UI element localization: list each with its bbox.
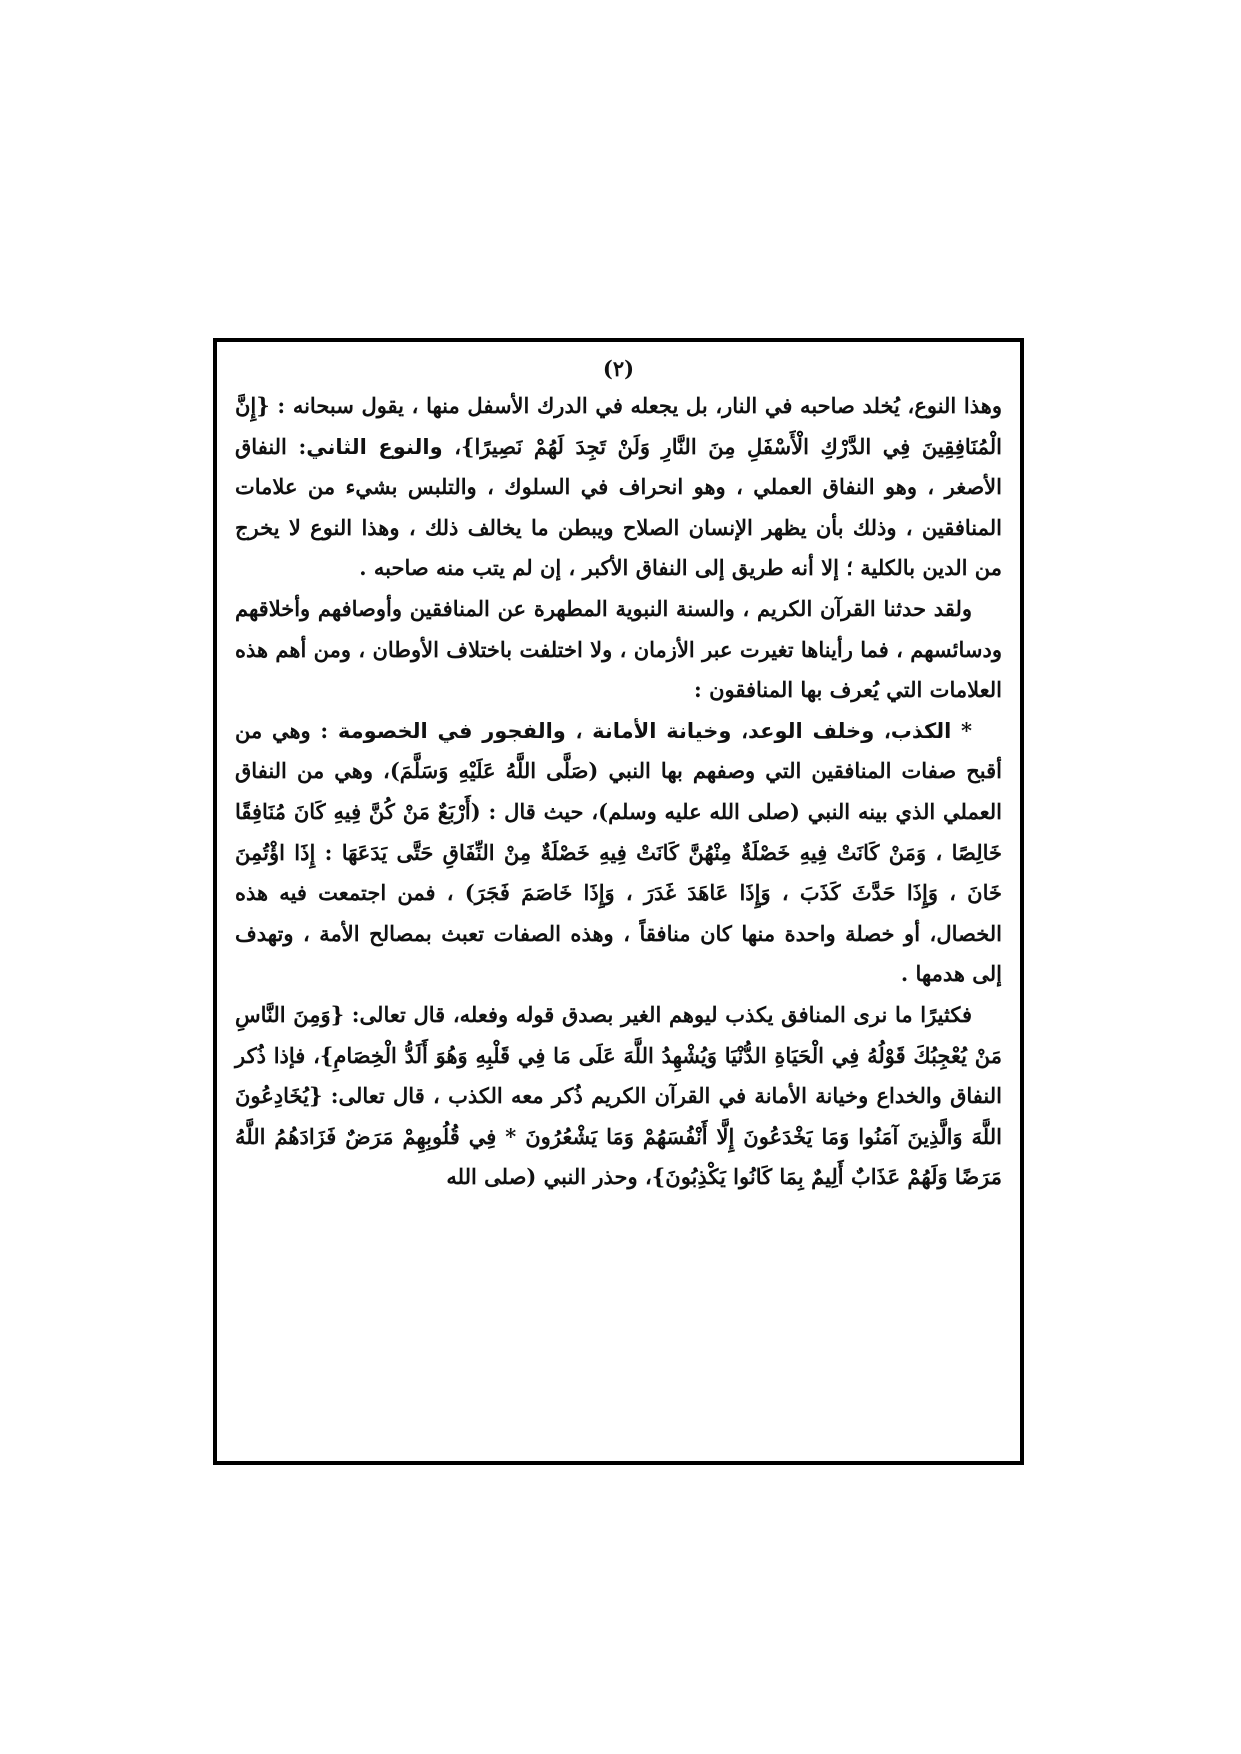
paragraph-p3 xyxy=(235,711,1002,995)
text-segment: فكثيرًا ما نرى المنافق يكذب ليوهم الغير بصدق قوله وفعله، قال تعالى: xyxy=(344,1001,972,1027)
text-segment: ، xyxy=(731,717,749,743)
quotation: (أَرْبَعٌ مَنْ كُنَّ فِيهِ كَانَ مُنَافِقًا خَالِصًا ، وَمَنْ كَانَتْ فِيهِ خَصْلَةٌ مِنْهُنَّ كَانَتْ فِيهِ خَصْلَةٌ مِنْ النِّفَاقِ حَتَّى يَدَعَهَا : إِذَا اؤْتُمِنَ خَانَ ، وَإِذَا حَدَّثَ كَذَبَ ، وَإِذَا عَاهَدَ غَدَرَ ، وَإِذَا خَاصَمَ فَجَرَ) xyxy=(235,798,1002,906)
heading-term: والفجور في الخصومة xyxy=(337,718,566,743)
heading-term: وخلف الوعد xyxy=(748,718,875,743)
paragraph-p4 xyxy=(235,995,1002,1198)
quotation: {إِنَّ الْمُنَافِقِينَ فِي الدَّرْكِ الْأَسْفَلِ مِنَ النَّارِ وَلَنْ تَجِدَ لَهُمْ نَصِيرًا} xyxy=(235,393,1002,459)
text-segment: ، فمن اجتمعت فيه هذه الخصال، أو خصلة واحدة منها كان منافقاً ، وهذه الصفات تعبث بمصالح الأمة ، وتهدف إلى هدمها . xyxy=(235,880,1002,987)
text-segment: وهذا النوع، يُخلد صاحبه في النار، بل يجعله في الدرك الأسفل منها ، يقول سبحانه : xyxy=(269,393,1002,418)
heading-term: والنوع الثاني xyxy=(306,434,443,459)
text-segment: ، xyxy=(565,717,593,743)
text-segment: ، xyxy=(442,433,461,459)
paragraph-p1 xyxy=(235,386,1002,589)
paragraph-p2 xyxy=(235,589,1002,711)
heading-term: الكذب xyxy=(890,718,952,743)
page-frame xyxy=(213,338,1024,1465)
text-segment: ، xyxy=(874,717,891,743)
text-segment: ولقد حدثنا القرآن الكريم ، والسنة النبوية المطهرة عن المنافقين وأوصافهم وأخلاقهم ودسائسهم ، فما رأيناها تغيرت عبر الأزمان ، ولا اختلفت باختلاف الأوطان ، ومن أهم هذه العلامات التي يُعرف بها المنافقون : xyxy=(235,595,1002,703)
page-number: (٢) xyxy=(602,356,635,381)
heading-term: وخيانة الأمانة xyxy=(592,718,732,743)
page-content xyxy=(235,386,1002,1198)
text-segment: : النفاق الأصغر ، وهو النفاق العملي ، وهو انحراف في السلوك ، والتلبس بشيء من علامات المنافقين ، وذلك بأن يظهر الإنسان الصلاح ويبطن ما يخالف ذلك ، وهذا النوع لا يخرج من الدين بالكلية ؛ إلا أنه طريق إلى النفاق الأكبر ، إن لم يتب منه صاحبه . xyxy=(235,433,1002,581)
text-segment: ، فإذا ذُكر النفاق والخداع وخيانة الأمانة في القرآن الكريم ذُكر معه الكذب ، قال تعالى: xyxy=(235,1042,1002,1109)
text-segment: * xyxy=(951,717,973,743)
quotation: {وَمِنَ النَّاسِ مَنْ يُعْجِبُكَ قَوْلُهُ فِي الْحَيَاةِ الدُّنْيَا وَيُشْهِدُ اللَّهَ عَلَى مَا فِي قَلْبِهِ وَهُوَ أَلَدُّ الْخِصَامِ} xyxy=(235,1001,1002,1068)
text-segment: ، وحذر النبي (صلى الله xyxy=(446,1164,652,1190)
text-segment: : وهي من أقبح صفات المنافقين التي وصفهم بها النبي (صَلَّى اللَّهُ عَلَيْهِ وَسَلَّمَ)، وهي من النفاق العملي الذي بينه النبي (صلى الله عليه وسلم)، حيث قال : xyxy=(235,717,1003,824)
quotation: {يُخَادِعُونَ اللَّهَ وَالَّذِينَ آمَنُوا وَمَا يَخْدَعُونَ إِلَّا أَنْفُسَهُمْ وَمَا يَشْعُرُونَ * فِي قُلُوبِهِمْ مَرَضٌ فَزَادَهُمُ اللَّهُ مَرَضًا وَلَهُمْ عَذَابٌ أَلِيمٌ بِمَا كَانُوا يَكْذِبُونَ} xyxy=(235,1083,1002,1190)
